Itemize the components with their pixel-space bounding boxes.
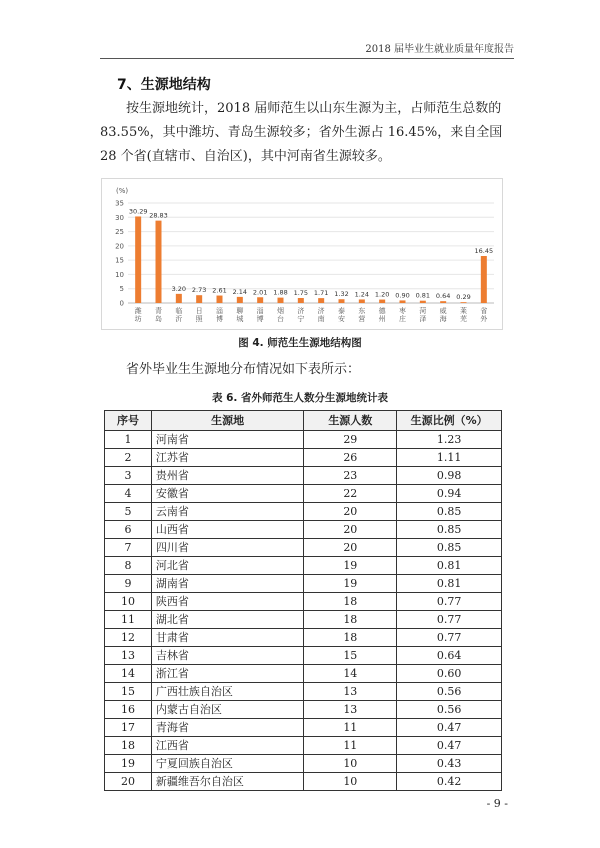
cell-origin: 云南省 bbox=[151, 503, 304, 521]
y-tick-label: 10 bbox=[115, 270, 124, 279]
cell-ratio: 0.43 bbox=[397, 755, 502, 773]
cell-count: 20 bbox=[304, 521, 397, 539]
bar-value-label: 28.83 bbox=[149, 211, 168, 220]
cell-index: 9 bbox=[105, 575, 152, 593]
table-row bbox=[105, 503, 502, 521]
bar bbox=[339, 299, 345, 303]
x-tick-label: 泰 bbox=[338, 307, 345, 315]
x-tick-label: 坊 bbox=[134, 315, 142, 323]
bar bbox=[156, 221, 162, 303]
cell-index: 16 bbox=[105, 701, 152, 719]
cell-ratio: 0.64 bbox=[397, 647, 502, 665]
cell-ratio: 0.85 bbox=[397, 539, 502, 557]
cell-count: 23 bbox=[304, 467, 397, 485]
x-tick-label: 城 bbox=[236, 315, 244, 323]
cell-ratio: 0.85 bbox=[397, 503, 502, 521]
cell-count: 19 bbox=[304, 557, 397, 575]
cell-ratio: 0.77 bbox=[397, 593, 502, 611]
x-tick-label: 济 bbox=[297, 307, 305, 315]
bar-value-label: 1.24 bbox=[354, 290, 370, 299]
cell-origin: 青海省 bbox=[151, 719, 304, 737]
y-axis-unit-label: (%) bbox=[116, 187, 129, 195]
origin-table bbox=[104, 410, 502, 791]
cell-ratio: 0.81 bbox=[397, 575, 502, 593]
y-tick-label: 20 bbox=[115, 242, 124, 251]
x-tick-label: 潍 bbox=[134, 307, 142, 315]
header-index: 序号 bbox=[105, 411, 152, 431]
cell-origin: 吉林省 bbox=[151, 647, 304, 665]
cell-origin: 内蒙古自治区 bbox=[151, 701, 304, 719]
table-row bbox=[105, 521, 502, 539]
x-tick-label: 莱 bbox=[460, 307, 467, 315]
bar-value-label: 0.81 bbox=[415, 291, 431, 300]
cell-index: 20 bbox=[105, 773, 152, 791]
bar-value-label: 0.64 bbox=[435, 292, 451, 301]
table-row bbox=[105, 539, 502, 557]
x-tick-label: 州 bbox=[378, 315, 386, 323]
page-header bbox=[100, 40, 514, 59]
cell-index: 11 bbox=[105, 611, 152, 629]
bar bbox=[461, 302, 467, 303]
header-count: 生源人数 bbox=[304, 411, 397, 431]
bar bbox=[278, 298, 284, 303]
x-tick-label: 淄 bbox=[256, 307, 264, 315]
bar-value-label: 30.29 bbox=[128, 207, 148, 216]
table-row bbox=[105, 557, 502, 575]
cell-ratio: 0.47 bbox=[397, 719, 502, 737]
bar bbox=[481, 256, 487, 303]
cell-ratio: 0.60 bbox=[397, 665, 502, 683]
bar bbox=[176, 294, 182, 303]
table-row bbox=[105, 683, 502, 701]
table-title: 表 6. 省外师范生人数分生源地统计表 bbox=[211, 392, 389, 404]
x-tick-label: 照 bbox=[195, 315, 203, 323]
cell-count: 20 bbox=[304, 503, 397, 521]
table-row bbox=[105, 737, 502, 755]
cell-origin: 湖南省 bbox=[151, 575, 304, 593]
table-intro-paragraph: 省外毕业生生源地分布情况如下表所示： bbox=[126, 362, 361, 377]
bar-value-label: 1.71 bbox=[313, 289, 329, 298]
x-tick-label: 博 bbox=[216, 315, 223, 323]
cell-ratio: 0.77 bbox=[397, 611, 502, 629]
bar bbox=[237, 297, 243, 303]
table-row bbox=[105, 665, 502, 683]
cell-count: 13 bbox=[304, 701, 397, 719]
cell-origin: 广西壮族自治区 bbox=[151, 683, 304, 701]
table-row bbox=[105, 629, 502, 647]
cell-count: 13 bbox=[304, 683, 397, 701]
cell-count: 19 bbox=[304, 575, 397, 593]
bar bbox=[359, 299, 365, 303]
cell-ratio: 0.47 bbox=[397, 737, 502, 755]
x-tick-label: 济 bbox=[317, 307, 325, 315]
table-row bbox=[105, 647, 502, 665]
x-tick-label: 南 bbox=[317, 315, 325, 323]
table-row bbox=[105, 755, 502, 773]
x-tick-label: 庄 bbox=[399, 315, 406, 323]
x-tick-label: 威 bbox=[439, 307, 447, 315]
header-ratio: 生源比例（%） bbox=[397, 411, 502, 431]
table-row bbox=[105, 467, 502, 485]
section-title: 7、生源地结构 bbox=[117, 77, 211, 93]
cell-origin: 贵州省 bbox=[151, 467, 304, 485]
bar-value-label: 2.01 bbox=[252, 288, 268, 297]
cell-count: 14 bbox=[304, 665, 397, 683]
x-tick-label: 安 bbox=[338, 315, 345, 323]
cell-origin: 甘肃省 bbox=[151, 629, 304, 647]
cell-index: 4 bbox=[105, 485, 152, 503]
table-row bbox=[105, 485, 502, 503]
cell-index: 5 bbox=[105, 503, 152, 521]
header-title: 2018 届毕业生就业质量年度报告 bbox=[365, 44, 514, 55]
cell-count: 11 bbox=[304, 737, 397, 755]
cell-index: 2 bbox=[105, 449, 152, 467]
header-origin: 生源地 bbox=[151, 411, 304, 431]
bar-value-label: 0.29 bbox=[456, 293, 471, 302]
bar bbox=[257, 297, 263, 303]
table-header-row bbox=[105, 411, 502, 431]
cell-count: 18 bbox=[304, 611, 397, 629]
x-tick-label: 枣 bbox=[399, 307, 406, 315]
cell-index: 3 bbox=[105, 467, 152, 485]
cell-index: 7 bbox=[105, 539, 152, 557]
bar-value-label: 2.14 bbox=[232, 287, 248, 296]
x-tick-label: 青 bbox=[155, 307, 162, 315]
cell-ratio: 0.98 bbox=[397, 467, 502, 485]
y-tick-label: 35 bbox=[115, 199, 124, 208]
cell-origin: 山西省 bbox=[151, 521, 304, 539]
cell-count: 11 bbox=[304, 719, 397, 737]
cell-ratio: 1.11 bbox=[397, 449, 502, 467]
cell-origin: 江西省 bbox=[151, 737, 304, 755]
cell-origin: 新疆维吾尔自治区 bbox=[151, 773, 304, 791]
table-row bbox=[105, 431, 502, 449]
cell-count: 18 bbox=[304, 629, 397, 647]
x-tick-label: 菏 bbox=[419, 307, 427, 315]
bar-value-label: 2.73 bbox=[191, 286, 207, 295]
bar-value-label: 0.90 bbox=[395, 291, 410, 300]
x-tick-label: 东 bbox=[358, 307, 366, 315]
bar bbox=[400, 300, 406, 303]
cell-index: 13 bbox=[105, 647, 152, 665]
x-tick-label: 宁 bbox=[297, 315, 305, 323]
cell-count: 22 bbox=[304, 485, 397, 503]
table-row bbox=[105, 719, 502, 737]
bar-value-label: 1.20 bbox=[374, 290, 390, 299]
cell-index: 1 bbox=[105, 431, 152, 449]
cell-index: 19 bbox=[105, 755, 152, 773]
table-body bbox=[105, 431, 502, 791]
cell-index: 6 bbox=[105, 521, 152, 539]
table-row bbox=[105, 449, 502, 467]
table-row bbox=[105, 575, 502, 593]
table-row bbox=[105, 773, 502, 791]
cell-ratio: 0.42 bbox=[397, 773, 502, 791]
x-tick-label: 临 bbox=[175, 307, 183, 315]
bar-value-label: 1.75 bbox=[293, 289, 309, 297]
x-tick-label: 博 bbox=[256, 315, 264, 323]
figure-caption: 图 4. 师范生生源地结构图 bbox=[238, 337, 362, 349]
bar bbox=[196, 295, 202, 303]
cell-index: 12 bbox=[105, 629, 152, 647]
cell-ratio: 0.77 bbox=[397, 629, 502, 647]
bar-value-label: 1.88 bbox=[273, 288, 288, 297]
x-tick-label: 日 bbox=[195, 307, 203, 315]
x-tick-label: 泽 bbox=[419, 315, 427, 323]
cell-count: 26 bbox=[304, 449, 397, 467]
y-tick-label: 0 bbox=[119, 299, 124, 308]
x-tick-label: 沂 bbox=[175, 315, 183, 323]
cell-ratio: 0.81 bbox=[397, 557, 502, 575]
y-tick-label: 5 bbox=[119, 285, 124, 294]
x-tick-label: 淄 bbox=[216, 307, 223, 315]
y-tick-label: 30 bbox=[115, 213, 124, 222]
cell-ratio: 0.56 bbox=[397, 701, 502, 719]
cell-origin: 陕西省 bbox=[151, 593, 304, 611]
page-number: - 9 - bbox=[486, 797, 508, 810]
cell-origin: 河南省 bbox=[151, 431, 304, 449]
bar bbox=[217, 296, 223, 303]
cell-index: 10 bbox=[105, 593, 152, 611]
cell-count: 15 bbox=[304, 647, 397, 665]
bar bbox=[440, 301, 446, 303]
y-tick-label: 15 bbox=[115, 256, 124, 265]
x-tick-label: 芜 bbox=[460, 315, 467, 323]
cell-ratio: 0.94 bbox=[397, 485, 502, 503]
bar-value-label: 1.32 bbox=[334, 290, 349, 299]
x-tick-label: 烟 bbox=[277, 307, 284, 315]
cell-count: 20 bbox=[304, 539, 397, 557]
bar bbox=[298, 298, 304, 303]
table-row bbox=[105, 611, 502, 629]
cell-origin: 安徽省 bbox=[151, 485, 304, 503]
bar bbox=[135, 216, 141, 303]
x-tick-label: 台 bbox=[277, 315, 284, 323]
cell-origin: 四川省 bbox=[151, 539, 304, 557]
cell-count: 10 bbox=[304, 755, 397, 773]
chart-svg bbox=[102, 179, 502, 329]
cell-ratio: 0.85 bbox=[397, 521, 502, 539]
cell-ratio: 0.56 bbox=[397, 683, 502, 701]
cell-index: 15 bbox=[105, 683, 152, 701]
origin-bar-chart bbox=[101, 178, 503, 330]
bar bbox=[318, 298, 324, 303]
bar-value-label: 3.20 bbox=[171, 284, 187, 293]
bar bbox=[379, 300, 385, 303]
x-tick-label: 外 bbox=[480, 315, 488, 323]
cell-ratio: 1.23 bbox=[397, 431, 502, 449]
x-tick-label: 省 bbox=[480, 307, 488, 315]
intro-paragraph: 按生源地统计，2018 届师范生以山东生源为主，占师范生总数的 83.55%，其中潍坊、青岛生源较多；省外生源占 16.45%，来自全国 28 个省(直辖市、自治区)，其中河南省生源较多。 bbox=[100, 101, 503, 164]
cell-count: 18 bbox=[304, 593, 397, 611]
cell-index: 8 bbox=[105, 557, 152, 575]
cell-count: 29 bbox=[304, 431, 397, 449]
x-tick-label: 聊 bbox=[236, 307, 244, 315]
cell-origin: 浙江省 bbox=[151, 665, 304, 683]
x-tick-label: 营 bbox=[358, 315, 366, 323]
cell-index: 14 bbox=[105, 665, 152, 683]
x-tick-label: 海 bbox=[439, 315, 447, 323]
bar-value-label: 16.45 bbox=[474, 247, 494, 255]
table-row bbox=[105, 701, 502, 719]
cell-index: 17 bbox=[105, 719, 152, 737]
y-tick-label: 25 bbox=[115, 228, 124, 237]
bar-value-label: 2.61 bbox=[212, 286, 227, 295]
x-tick-label: 岛 bbox=[155, 315, 162, 323]
cell-origin: 河北省 bbox=[151, 557, 304, 575]
cell-origin: 宁夏回族自治区 bbox=[151, 755, 304, 773]
cell-origin: 江苏省 bbox=[151, 449, 304, 467]
cell-index: 18 bbox=[105, 737, 152, 755]
table-row bbox=[105, 593, 502, 611]
cell-count: 10 bbox=[304, 773, 397, 791]
bar bbox=[420, 301, 426, 303]
x-tick-label: 德 bbox=[378, 307, 386, 315]
cell-origin: 湖北省 bbox=[151, 611, 304, 629]
